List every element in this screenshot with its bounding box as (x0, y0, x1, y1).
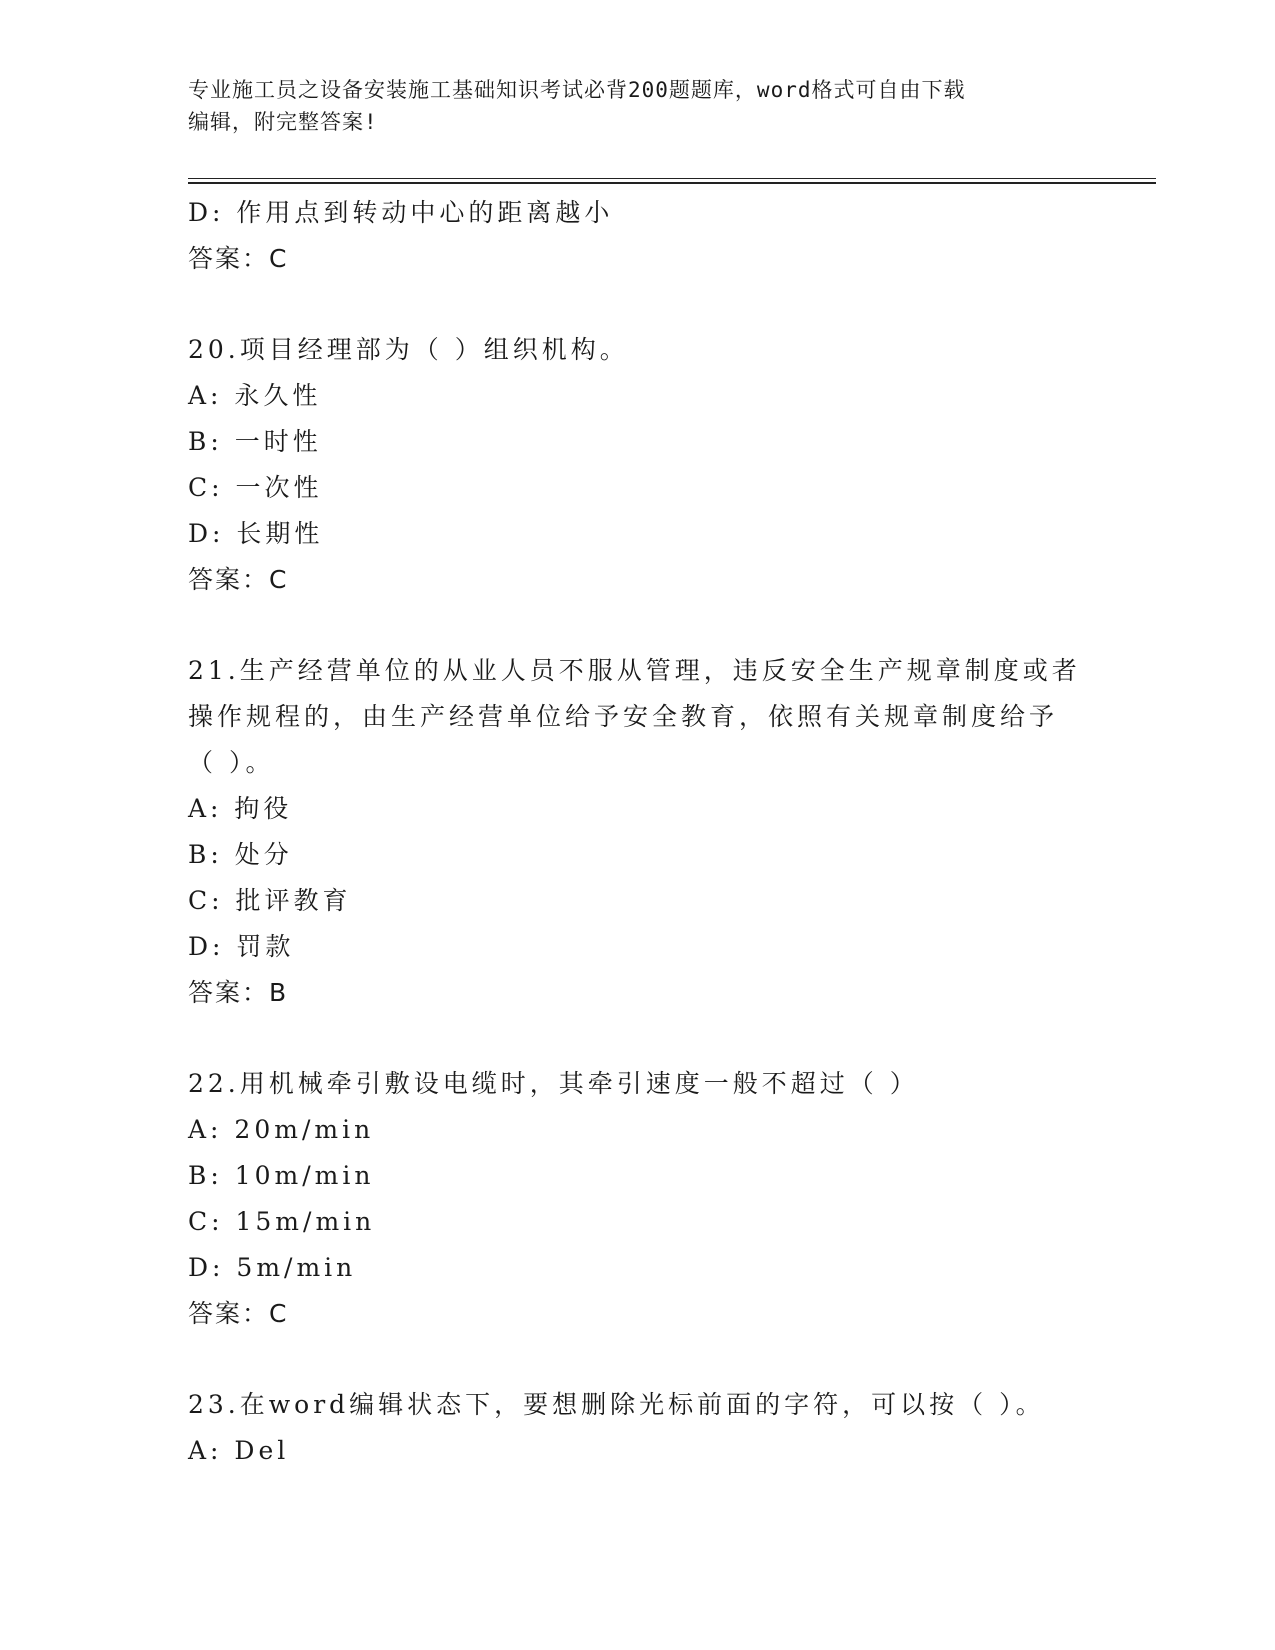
answer-line: 答案：B (188, 978, 289, 1007)
header-divider-top (188, 178, 1156, 179)
option-d: D: 5m/min (188, 1253, 357, 1282)
question-stem: 23.在word编辑状态下，要想删除光标前面的字符，可以按（ ）。 (188, 1390, 1045, 1419)
stem-line-3: （ ）。 (188, 748, 275, 777)
answer-line: 答案：C (188, 244, 289, 273)
option-c: C: 批评教育 (188, 886, 352, 915)
option-a: A: Del (188, 1436, 290, 1465)
option-c: C: 15m/min (188, 1207, 376, 1236)
question-list (188, 190, 1088, 1474)
header-title-line2: 编辑，附完整答案! (188, 110, 378, 134)
option-d: D: 作用点到转动中心的距离越小 (188, 198, 614, 227)
question-23 (188, 1382, 1088, 1474)
stem-line-1: 21.生产经营单位的从业人员不服从管理，违反安全生产规章制度或者 (188, 656, 1081, 685)
question-22 (188, 1061, 1088, 1337)
question-20 (188, 327, 1088, 603)
header-divider-bottom (188, 182, 1156, 184)
option-b: B: 10m/min (188, 1161, 375, 1190)
document-header (188, 74, 1088, 138)
option-d: D: 罚款 (188, 932, 295, 961)
option-a: A: 拘役 (188, 794, 293, 823)
question-21 (188, 648, 1088, 1016)
header-title-line1: 专业施工员之设备安装施工基础知识考试必背200题题库，word格式可自由下载 (188, 78, 966, 102)
option-b: B: 处分 (188, 840, 293, 869)
question-stem: 20.项目经理部为（ ）组织机构。 (188, 335, 629, 364)
question-19 (188, 190, 1088, 282)
question-stem: 22.用机械牵引敷设电缆时，其牵引速度一般不超过（ ） (188, 1069, 919, 1098)
option-d: D: 长期性 (188, 519, 324, 548)
question-stem (188, 648, 1088, 786)
option-b: B: 一时性 (188, 427, 322, 456)
answer-line: 答案：C (188, 1299, 289, 1328)
option-a: A: 20m/min (188, 1115, 375, 1144)
answer-line: 答案：C (188, 565, 289, 594)
option-c: C: 一次性 (188, 473, 323, 502)
stem-line-2: 操作规程的，由生产经营单位给予安全教育，依照有关规章制度给予 (188, 702, 1059, 731)
option-a: A: 永久性 (188, 381, 322, 410)
